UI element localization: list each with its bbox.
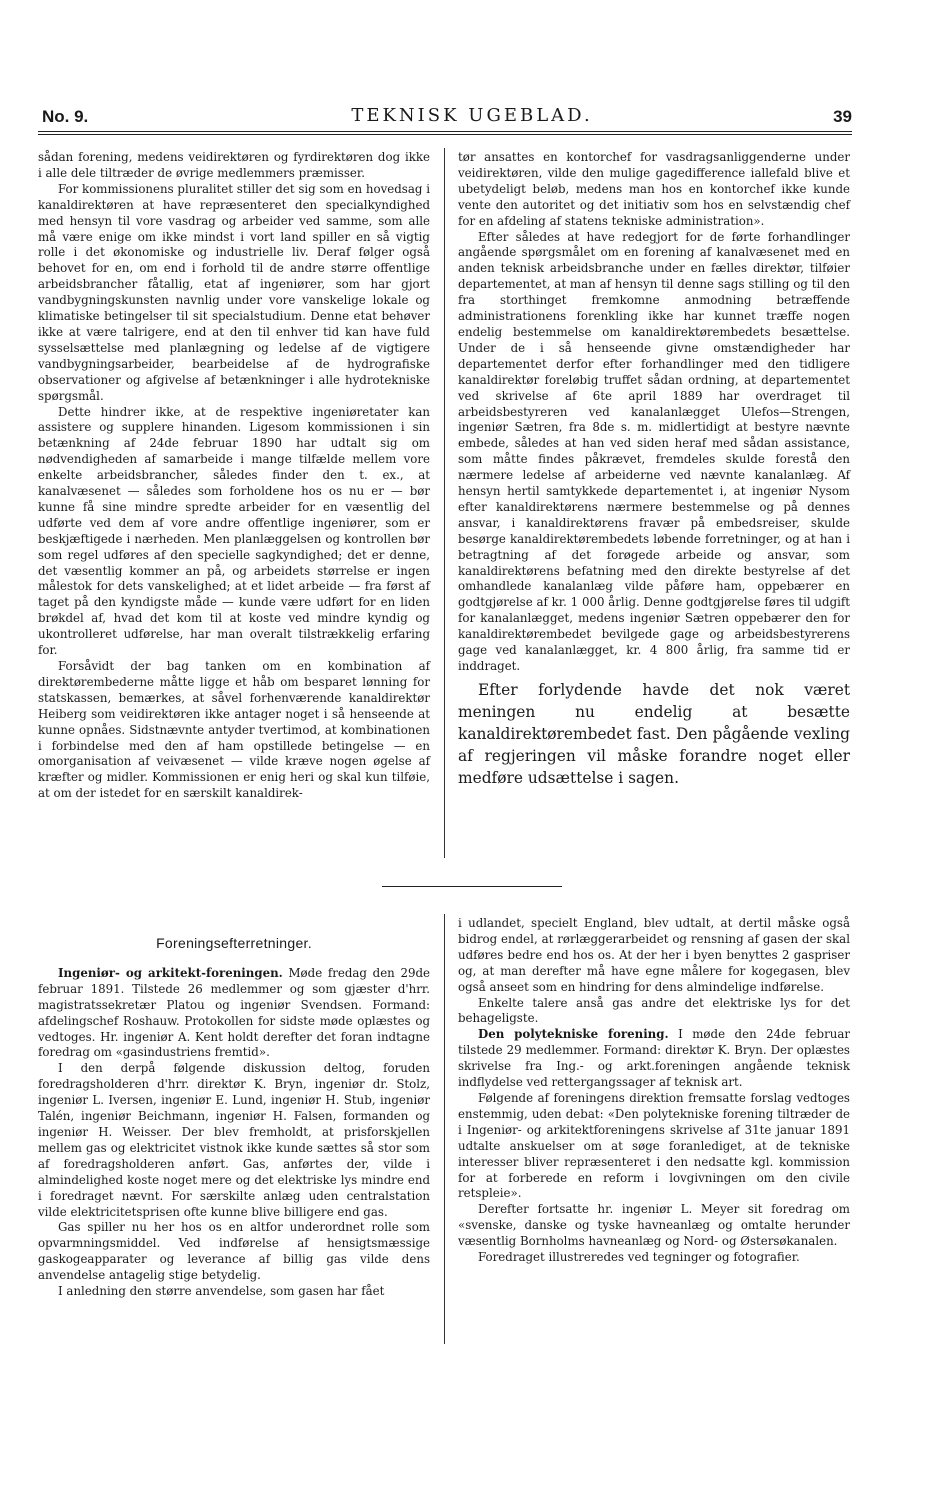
section-title: Foreningsefterretninger. <box>156 935 312 951</box>
paragraph: I den derpå følgende diskussion deltog, foruden foredragsholderen d'hrr. direktør K. Bryn, ingeniør dr. Stolz, ingeniør L. Iversen, ingeniør E. Lund, ingeniør H. Stub, ingeniør Talén, ingeniør Beichmann, ingeniør H. Falsen, formanden og ingeniør H. Weisser. Der blev fremholdt, at prisforskjellen mellem gas og elektricitet vistnok ikke kunde sættes så stor som af foredragsholderen anført. Gas, anførtes der, vilde i almindelighed koste noget mere og det elektriske lys mindre end i foredraget nævnt. For særskilte anlæg uden centralstation vilde elektricitetsprisen ofte kunne blive billigere end gas. <box>38 1061 430 1219</box>
society-name: Ingeniør- og arkitekt-foreningen. <box>58 965 283 980</box>
journal-title: TEKNISK UGEBLAD. <box>351 105 593 126</box>
paragraph: sådan forening, medens veidirektøren og fyrdirektøren dog ikke i alle dele tiltræder de øvrige medlemmers præmisser. <box>38 150 430 180</box>
header-rule <box>38 131 852 135</box>
paragraph-text: Møde fredag den 29de februar 1891. Tilstede 26 medlemmer og som gjæster d'hrr. magistratssekretær Platou og ingeniør Svendsen. Formand: afdelingschef Roshauw. Protokollen for sidste møde oplæstes og vedtoges. Hr. ingeniør A. Kent holdt derefter det foran indtagne foredrag om «gasindustriens fremtid». <box>38 965 430 1060</box>
article-right-column <box>458 150 850 789</box>
page-number: 39 <box>833 107 852 126</box>
section-separator <box>382 886 562 887</box>
paragraph: i udlandet, specielt England, blev udtalt, at dertil måske også bidrog endel, at rørlæggerarbeidet og rensning af gasen der skal udføres bedre end hos os. At der her i byen benyttes 2 gaspriser og, at man derefter må have egne målere for kogegasen, blev også anseet som en hindring for dens almindelige indførelse. <box>458 916 850 994</box>
paragraph: Derefter fortsatte hr. ingeniør L. Meyer sit foredrag om «svenske, danske og tyske havneanlæg og omtalte herunder væsentlig Bornholms havneanlæg og Nord- og Østersøkanalen. <box>458 1202 850 1249</box>
society-name: Den polytekniske forening. <box>478 1027 669 1042</box>
paragraph: Forsåvidt der bag tanken om en kombination af direktørembederne måtte ligge et håb om besparet lønning for statskassen, bemærkes, at såvel forhenværende kanaldirektør Heiberg som veidirektøren ikke antager noget i så henseende at kunne opnåes. Sidstnævnte antyder tvertimod, at kombinationen i forbindelse med den af ham opstillede betingelse — en omorganisation af veivæsenet — vilde kræve nogen øgelse af kræfter og midler. Kommissionen er enig heri og skal kun tilføie, at om der istedet for en særskilt kanaldirek- <box>38 659 430 801</box>
paragraph: Efter således at have redegjort for de førte forhandlinger angående spørgsmålet om en forening af kanalvæsenet med en anden teknisk arbeidsbranche under en fælles direktør, tilføier departementet, at man af hensyn til denne sags stilling og til den fra storthinget fremkomne anmodning betræffende administrationens forenkling ikke har kunnet træffe nogen endelig bestemmelse om kanaldirektørembedets besættelse. Under de i så henseende givne omstændigheder har departementet derfor efter forhandlinger med den tidligere kanaldirektør foreløbig truffet sådan ordning, at departementet ved skrivelse af 6te april 1889 har overdraget til arbeidsbestyreren ved kanalanlægget Ulefos—Strengen, ingeniør Sætren, fra 8de s. m. midlertidigt at bestyre nævnte embede, således at han ved siden heraf med sådan assistance, som måtte findes påkrævet, fremdeles skulde forestå den nærmere ledelse af arbeiderne ved nævnte kanalanlæg. Af hensyn hertil samtykkede departementet i, at ingeniør Nysom efter kanaldirektørens nærmere bestemmelse og på dennes ansvar, i kanaldirektørens fravær på embedsreiser, skulde besørge kanaldirektørembedets løbende forretninger, og at han i betragtning af det forøgede arbeide og ansvar, som kanaldirektørens befatning med den direkte bestyrelse af det omhandlede kanalanlæg vilde påføre ham, oppebærer en godtgjørelse af kr. 1 000 årlig. Denne godtgjørelse føres til udgift for kanalanlægget, medens ingeniør Sætren oppebærer den for kanaldirektørembedet bevilgede gage og arbeidsbestyrerens gage ved kanalanlægget, kr. 4 800 årlig, fra samme tid er inddraget. <box>458 229 850 673</box>
paragraph: Foredraget illustreredes ved tegninger og fotografier. <box>478 1250 800 1265</box>
article-left-column <box>38 150 430 802</box>
issue-number: No. 9. <box>42 107 89 126</box>
paragraph: For kommissionens pluralitet stiller det sig som en hovedsag i kanaldirektøren at have repræsenteret den specialkyndighed med hensyn til vore vasdrag og arbeider ved samme, som alle må være enige om ikke mindst i vort land spiller en så vigtig rolle i det økonomiske og industrielle liv. Deraf følger også behovet for en, om end i forhold til de andre større offentlige arbeidsbrancher fåtallig, etat af ingeniører, som har gjort vandbygningskunsten navnlig under vore vanskelige lokale og klimatiske betingelser til sit specialstudium. Denne etat behøver ikke at være talrigere, end at den til enhver tid kan have fuld sysselsættelse med planlægning og ledelse af de vigtigere vandbygningsarbeider, bearbeidelse af de hydrografiske observationer og afgivelse af betænkninger i alle hydrotekniske spørgsmål. <box>38 181 430 403</box>
paragraph: Dette hindrer ikke, at de respektive ingeniøretater kan assistere og supplere hinanden. Ligesom kommissionen i sin betænkning af 24de februar 1890 har udtalt sig om nødvendigheden af samarbeide i mange tilfælde mellem vore enkelte arbeidsbrancher, således finder den t. ex., at kanalvæsenet — således som forholdene hos os nu er — bør kunne få sine mindre spredte arbeider for en væsentlig del udførte ved dem af vore andre offentlige ingeniører, som er beskjæftigede i nærheden. Men planlæggelsen og kontrollen bør som regel udføres af den specielle sagkyndighed; det er denne, det væsentlig kommer an på, og arbeidets størrelse er ingen målestok for dets vanskelighed; at et lidet arbeide — fra først af taget på den kyndigste måde — kunde være udført for en liden brøkdel af, hvad det kom til at koste ved mindre kyndig og ukontrolleret udførelse, har man overalt tilstrækkelig erfaring for. <box>38 404 430 658</box>
paragraph <box>458 1027 850 1091</box>
paragraph: Enkelte talere anså gas andre det elektriske lys for det behageligste. <box>458 995 850 1026</box>
section-left-column <box>38 936 430 1300</box>
paragraph: Gas spiller nu her hos os en altfor underordnet rolle som opvarmningsmiddel. Ved indførelse af hensigtsmæssige gaskogeapparater og leverance af billig gas vilde dens anvendelse antagelig stige betydelig. <box>38 1220 430 1283</box>
column-divider <box>444 914 445 1344</box>
paragraph: Følgende af foreningens direktion fremsatte forslag vedtoges enstemmig, uden debat: «Den polytekniske forening tiltræder de i Ingeniør- og arkitektforeningens skrivelse af 31te januar 1891 udtalte anskuelser om at søge foranlediget, at de tekniske interesser bliver repræsenteret i den nedsatte kgl. kommission for at forberede en reform i lovgivningen om den civile retspleie». <box>458 1090 850 1201</box>
section-right-column <box>458 916 850 1266</box>
paragraph <box>38 966 430 1061</box>
closing-note: Efter forlydende havde det nok været meningen nu endelig at besætte kanaldirektørembedet fast. Den pågående vexling af regjeringen vil måske forandre noget eller medføre udsættelse i sagen. <box>458 680 850 787</box>
paragraph: I anledning den større anvendelse, som gasen har fået <box>58 1284 385 1299</box>
paragraph-text: I møde den 24de februar tilstede 29 medlemmer. Formand: direktør K. Bryn. Der oplæstes skrivelse fra Ing.- og arkt.foreningen angående teknisk indflydelse ved rettergangssager af teknisk art. <box>458 1027 850 1090</box>
column-divider <box>444 148 445 858</box>
paragraph: tør ansattes en kontorchef for vasdragsanliggenderne under veidirektøren, vilde den mulige gagedifference iallefald blive et ubetydeligt beløb, medens man hos en kontorchef ikke kunde vente den autoritet og det initiativ som hos en selvstændig chef for en afdeling af statens tekniske administration». <box>458 150 850 228</box>
